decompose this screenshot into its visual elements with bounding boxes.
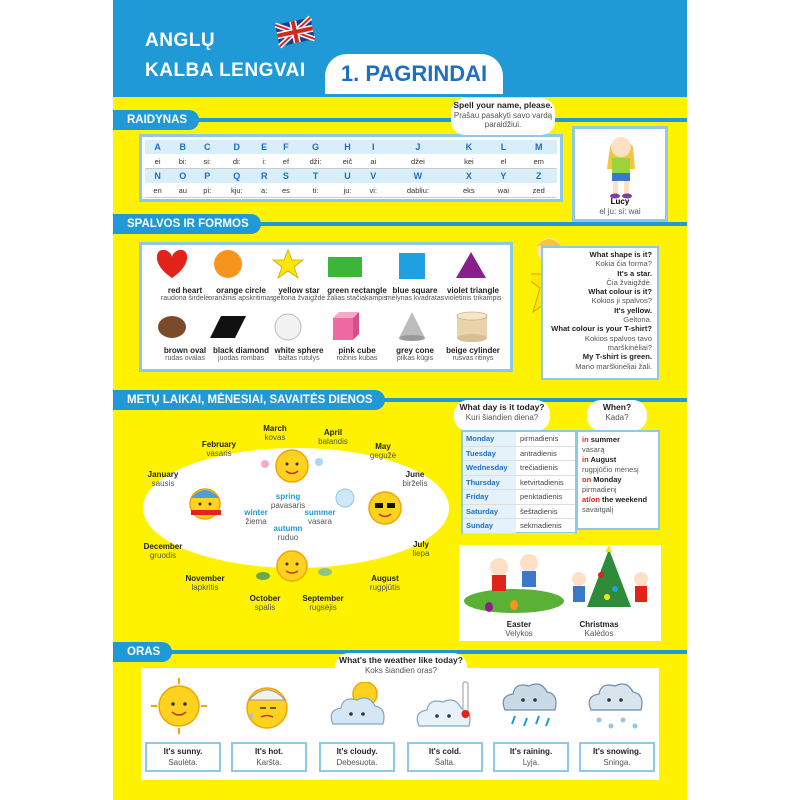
- weather-en: It's snowing.: [592, 747, 642, 756]
- shape-name-lt: rusvas ritinys: [452, 355, 494, 362]
- weather-panel: [141, 665, 659, 780]
- weather-lt: Sninga.: [603, 758, 631, 767]
- alphabet-sound: eič: [333, 154, 362, 169]
- when-preposition: on: [582, 475, 592, 484]
- month-label: [235, 594, 295, 612]
- when-phrase-en: [582, 495, 654, 505]
- month-name-en: January: [147, 470, 179, 479]
- holiday-name-en: Easter: [506, 620, 532, 629]
- day-name-en: Tuesday: [463, 447, 516, 461]
- month-name-en: March: [263, 424, 287, 433]
- month-name-en: July: [412, 540, 429, 549]
- white-sphere-icon: [275, 314, 301, 340]
- weather-caption: [407, 742, 483, 772]
- month-name-en: September: [302, 594, 344, 603]
- alphabet-letter: I: [362, 140, 385, 154]
- day-row: [463, 461, 575, 476]
- day-name-en: Monday: [463, 432, 516, 446]
- shape-name-en: beige cylinder: [446, 346, 500, 355]
- shape-name-en: black diamond: [212, 346, 269, 355]
- season-name-lt: ruduo: [277, 533, 299, 542]
- when-phrase-en: [582, 475, 654, 485]
- season-name-en: spring: [275, 492, 301, 501]
- shape-name-lt: violetinis trikampis: [444, 295, 502, 302]
- when-preposition: in: [582, 435, 589, 444]
- when-bubble-lt: Kada?: [605, 412, 629, 422]
- shape-name-en: yellow star: [278, 286, 320, 295]
- shape-name-lt: žalias stačiakampis: [326, 295, 388, 302]
- beige-cylinder-icon: [457, 312, 487, 342]
- weather-lt: Debesuota.: [336, 758, 378, 767]
- dialog-question: What colour is your T-shirt?: [551, 324, 652, 334]
- when-noun: Monday: [591, 475, 622, 484]
- alphabet-letter: G: [298, 140, 333, 154]
- snow-cloud-icon: [583, 674, 651, 736]
- weather-en: It's cold.: [428, 747, 462, 756]
- hot-sun-icon: [233, 674, 301, 736]
- alphabet-sound: di:: [219, 154, 254, 169]
- weather-caption: [231, 742, 307, 772]
- holiday-name-lt: Velykos: [505, 629, 533, 638]
- month-name-lt: spalis: [254, 603, 276, 612]
- alphabet-sound: au: [170, 183, 195, 198]
- day-bubble: [454, 400, 550, 431]
- section-title-colours: SPALVOS IR FORMOS: [113, 214, 261, 234]
- when-phrase-en: [582, 435, 654, 445]
- month-label: [355, 574, 415, 592]
- shape-name-lt: oranžinis apskritimas: [208, 295, 274, 302]
- when-bubble-en: When?: [602, 402, 632, 412]
- lucy-panel: [572, 126, 668, 222]
- month-label: [353, 442, 413, 460]
- section-title-alphabet: RAIDYNAS: [113, 110, 199, 130]
- day-name-lt: penktadienis: [520, 492, 563, 501]
- shape-name-lt: mėlynas kvadratas: [385, 295, 445, 302]
- holiday-label: [569, 620, 629, 638]
- month-name-lt: vasaris: [206, 449, 232, 458]
- shape-dialog: [541, 246, 659, 380]
- season-name-lt: vasara: [307, 517, 332, 526]
- weather-bubble: [335, 653, 467, 682]
- alphabet-sound: ai: [362, 154, 385, 169]
- alphabet-sound: eks: [451, 183, 486, 198]
- shape-name-en: grey cone: [396, 346, 434, 355]
- section-title-weather: ORAS: [113, 642, 172, 662]
- month-label: [385, 470, 445, 488]
- month-name-en: June: [405, 470, 425, 479]
- shape-name-en: brown oval: [163, 346, 207, 355]
- weather-lt: Saulėta.: [168, 758, 198, 767]
- dialog-translation: Kokios spalvos tavo marškinėliai?: [584, 333, 652, 352]
- month-name-lt: gruodis: [149, 551, 177, 560]
- alphabet-letter: X: [451, 169, 486, 184]
- day-name-lt: antradienis: [520, 448, 557, 458]
- blue-square-icon: [399, 253, 425, 279]
- alphabet-sound: em: [520, 154, 557, 169]
- weather-en: It's hot.: [254, 747, 284, 756]
- shape-name-lt: juodas rombas: [218, 355, 264, 362]
- alphabet-letter: S: [274, 169, 298, 184]
- alphabet-letter: K: [451, 140, 486, 154]
- when-noun: the weekend: [599, 495, 648, 504]
- when-phrase-lt: rugpjūčio mėnesį: [582, 464, 639, 474]
- dialog-translation: Kokia čia forma?: [595, 259, 652, 269]
- shape-name-en: white sphere: [274, 346, 324, 355]
- month-label: [189, 440, 249, 458]
- day-row: [463, 476, 575, 491]
- weather-bubble-en: What's the weather like today?: [339, 655, 463, 665]
- dialog-translation: Mano marškinėliai žali.: [575, 361, 652, 371]
- title-line-2: KALBA LENGVAI: [145, 60, 306, 81]
- days-table: [461, 430, 577, 534]
- alphabet-sound: dži:: [298, 154, 333, 169]
- red-heart-icon: [157, 250, 187, 278]
- alphabet-letter: J: [385, 140, 452, 154]
- month-name-lt: rugpjūtis: [369, 583, 401, 592]
- dialog-question: What shape is it?: [589, 250, 652, 259]
- month-label: [245, 424, 305, 442]
- alphabet-letter: C: [195, 140, 219, 154]
- day-name-lt: ketvirtadienis: [520, 477, 564, 487]
- uk-flag-icon: [275, 15, 315, 49]
- day-bubble-en: What day is it today?: [459, 402, 545, 412]
- month-name-en: November: [185, 574, 225, 583]
- shape-name-en: red heart: [167, 286, 203, 295]
- day-name-en: Wednesday: [463, 461, 516, 475]
- season-name-en: winter: [244, 508, 268, 517]
- sun-icon: [145, 674, 213, 736]
- green-rectangle-icon: [328, 257, 362, 277]
- shape-name-en: green rectangle: [327, 286, 387, 295]
- alphabet-letter: Y: [486, 169, 520, 184]
- dialog-translation: Kokios ji spalvos?: [591, 296, 652, 306]
- when-bubble: [587, 400, 647, 431]
- weather-caption: [319, 742, 395, 772]
- shape-label: [439, 286, 507, 303]
- alphabet-letter: D: [219, 140, 254, 154]
- dialog-question: It's yellow.: [614, 305, 652, 315]
- day-name-en: Friday: [463, 490, 516, 504]
- day-row: [463, 432, 575, 447]
- month-name-lt: gegužė: [369, 451, 397, 460]
- cloud-icon: [323, 674, 391, 736]
- title-line-1: ANGLŲ: [145, 30, 216, 51]
- spell-bubble: [451, 98, 555, 135]
- alphabet-sound: dabliu:: [385, 183, 452, 198]
- alphabet-sound: ju:: [333, 183, 362, 198]
- alphabet-letter: T: [298, 169, 333, 184]
- shape-name-lt: rudas ovalas: [165, 355, 205, 362]
- day-name-en: Sunday: [463, 519, 516, 533]
- holiday-illustrations: [459, 545, 661, 617]
- brown-oval-icon: [158, 316, 186, 338]
- when-list: [576, 430, 660, 530]
- shape-name-lt: pilkas kūgis: [396, 355, 434, 362]
- month-label: [391, 540, 451, 558]
- when-preposition: at/on: [582, 495, 600, 504]
- alphabet-letter: O: [170, 169, 195, 184]
- day-name-lt: šeštadienis: [520, 506, 558, 516]
- weather-en: It's raining.: [509, 747, 553, 756]
- day-row: [463, 447, 575, 462]
- season-name-lt: pavasaris: [270, 501, 306, 510]
- month-name-en: December: [143, 542, 183, 551]
- shape-name-en: violet triangle: [446, 286, 499, 295]
- spring-sun-icon: [261, 450, 323, 482]
- header: [113, 0, 687, 97]
- day-name-lt: pirmadienis: [520, 434, 559, 443]
- alphabet-sound: en: [145, 183, 170, 198]
- alphabet-letter: M: [520, 140, 557, 154]
- alphabet-sound: wai: [486, 183, 520, 198]
- month-name-lt: kovas: [264, 433, 286, 442]
- weather-en: It's sunny.: [163, 747, 203, 756]
- alphabet-letter: V: [362, 169, 385, 184]
- cold-cloud-icon: [411, 674, 479, 736]
- alphabet-letter: R: [254, 169, 274, 184]
- weather-lt: Šalta.: [434, 758, 456, 767]
- shape-name-en: pink cube: [338, 346, 376, 355]
- month-label: [133, 470, 193, 488]
- alphabet-sound: vi:: [362, 183, 385, 198]
- alphabet-letter: N: [145, 169, 170, 184]
- day-row: [463, 505, 575, 520]
- alphabet-sound: ti:: [298, 183, 333, 198]
- section-divider: [113, 118, 687, 122]
- alphabet-sound: kei: [451, 154, 486, 169]
- alphabet-letter: P: [195, 169, 219, 184]
- alphabet-letter: A: [145, 140, 170, 154]
- when-phrase-lt: pirmadienį: [582, 484, 617, 494]
- dialog-translation: Geltona.: [623, 315, 652, 325]
- alphabet-letter: U: [333, 169, 362, 184]
- when-phrase-en: [582, 455, 654, 465]
- season-label: [263, 524, 313, 542]
- month-name-lt: liepa: [412, 549, 430, 558]
- poster: [113, 0, 687, 800]
- dialog-translation: Čia žvaigždė.: [606, 277, 652, 287]
- alphabet-sound: i:: [254, 154, 274, 169]
- month-name-lt: birželis: [402, 479, 428, 488]
- month-name-en: February: [201, 440, 237, 449]
- alphabet-letter: E: [254, 140, 274, 154]
- weather-caption: [579, 742, 655, 772]
- when-phrase-lt: vasarą: [582, 444, 605, 454]
- season-name-en: summer: [304, 508, 336, 517]
- when-phrase-lt: savaitgalį: [582, 504, 614, 514]
- month-name-en: August: [371, 574, 399, 583]
- alphabet-sound: si:: [195, 154, 219, 169]
- grey-cone-icon: [399, 312, 425, 341]
- shape-name-lt: geltona žvaigždė: [272, 295, 326, 302]
- pink-cube-icon: [333, 312, 359, 340]
- alphabet-sound: es: [274, 183, 298, 198]
- yellow-star-icon: [273, 250, 303, 278]
- holiday-name-en: Christmas: [579, 620, 619, 629]
- alphabet-sound: ef: [274, 154, 298, 169]
- shape-name-en: blue square: [392, 286, 438, 295]
- shape-name-en: orange circle: [216, 286, 266, 295]
- month-label: [133, 542, 193, 560]
- spell-bubble-en: Spell your name, please.: [453, 100, 553, 110]
- season-name-en: autumn: [273, 524, 303, 533]
- alphabet-letter: H: [333, 140, 362, 154]
- month-name-en: April: [323, 428, 343, 437]
- alphabet-sound: džei: [385, 154, 452, 169]
- day-name-en: Thursday: [463, 476, 516, 490]
- girl-illustration: [575, 129, 665, 199]
- alphabet-letter: Z: [520, 169, 557, 184]
- rain-cloud-icon: [497, 674, 565, 736]
- spell-bubble-lt: Prašau pasakyti savo vardą paraidžiui.: [453, 110, 553, 129]
- day-name-lt: sekmadienis: [520, 521, 562, 530]
- subtitle: 1. PAGRINDAI: [325, 54, 503, 94]
- weather-en: It's cloudy.: [336, 747, 378, 756]
- shape-name-lt: baltas rutulys: [278, 355, 320, 362]
- violet-triangle-icon: [456, 252, 486, 278]
- month-label: [175, 574, 235, 592]
- month-label: [293, 594, 353, 612]
- holiday-label: [489, 620, 549, 638]
- summer-sun-icon: [369, 492, 401, 524]
- black-diamond-icon: [210, 316, 246, 338]
- shape-label: [439, 346, 507, 363]
- alphabet-sound: zed: [520, 183, 557, 198]
- when-noun: August: [588, 455, 617, 464]
- shape-name-lt: rožinis kubas: [336, 355, 378, 362]
- month-name-en: May: [375, 442, 391, 451]
- holiday-name-lt: Kalėdos: [584, 629, 614, 638]
- alphabet-letter: W: [385, 169, 452, 184]
- alphabet-sound: kju:: [219, 183, 254, 198]
- weather-lt: Lyja.: [522, 758, 540, 767]
- dialog-question: It's a star.: [617, 268, 652, 278]
- dialog-question: My T-shirt is green.: [582, 352, 652, 362]
- day-row: [463, 519, 575, 534]
- alphabet-letter: F: [274, 140, 298, 154]
- autumn-sun-icon: [256, 551, 332, 581]
- orange-circle-icon: [214, 250, 242, 278]
- alphabet-sound: a:: [254, 183, 274, 198]
- alphabet-letter: Q: [219, 169, 254, 184]
- alphabet-sound: bi:: [170, 154, 195, 169]
- month-name-lt: rugsėjis: [309, 603, 337, 612]
- day-name-en: Saturday: [463, 505, 516, 519]
- month-name-en: October: [249, 594, 281, 603]
- weather-bubble-lt: Koks šiandien oras?: [364, 665, 438, 675]
- alphabet-letter: B: [170, 140, 195, 154]
- weather-lt: Karšta.: [256, 758, 282, 767]
- alphabet-sound: ei: [145, 154, 170, 169]
- season-name-lt: žiema: [245, 517, 267, 526]
- alphabet-letter: L: [486, 140, 520, 154]
- when-preposition: in: [582, 455, 589, 464]
- month-name-lt: balandis: [318, 437, 348, 446]
- day-name-lt: trečiadienis: [520, 463, 558, 472]
- alphabet-table: [145, 140, 557, 198]
- day-row: [463, 490, 575, 505]
- section-title-seasons: METŲ LAIKAI, MĖNESIAI, SAVAITĖS DIENOS: [113, 390, 385, 410]
- winter-sun-icon: [190, 489, 221, 519]
- month-name-lt: sausis: [151, 479, 175, 488]
- weather-caption: [493, 742, 569, 772]
- lucy-name: Lucy: [610, 197, 630, 206]
- dialog-question: What colour is it?: [588, 287, 652, 297]
- alphabet-sound: el: [486, 154, 520, 169]
- day-bubble-lt: Kuri šiandien diena?: [465, 412, 539, 422]
- shape-name-lt: raudona širdelė: [160, 295, 210, 302]
- month-name-lt: lapkritis: [191, 583, 219, 592]
- lucy-spelling: el ju: si: wai: [599, 207, 641, 216]
- weather-caption: [145, 742, 221, 772]
- when-noun: summer: [588, 435, 620, 444]
- alphabet-sound: pi:: [195, 183, 219, 198]
